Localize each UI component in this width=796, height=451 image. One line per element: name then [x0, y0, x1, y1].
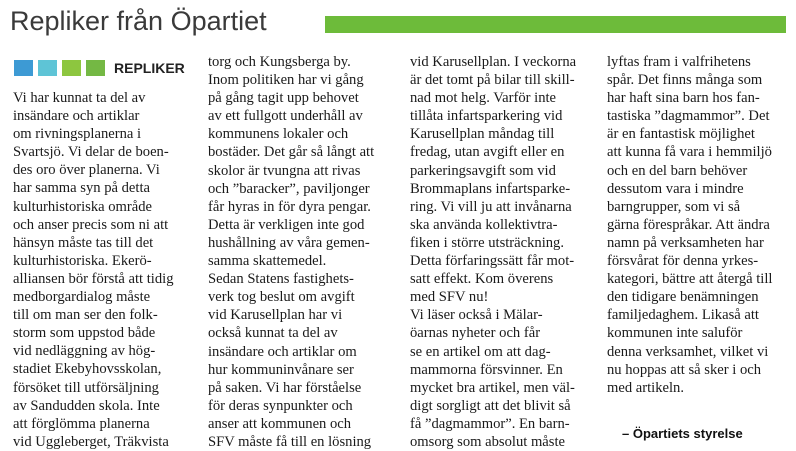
text-line: SFV måste få till en lösning	[208, 433, 372, 450]
text-line: till om man ser den folk-	[13, 307, 158, 324]
text-line: kommunen inte saluför	[607, 325, 743, 342]
text-line: alliansen bör förstå att tidig	[13, 270, 174, 287]
text-line: hänsyn måste tas till det	[13, 234, 154, 251]
text-line: tillåta infartsparkering vid	[410, 108, 563, 125]
text-line: Vi har kunnat ta del av	[13, 90, 146, 106]
text-line: få ”dagmammor”. En barn-	[410, 415, 570, 432]
text-line: vid nedläggning av hög-	[13, 343, 156, 360]
text-line: se en artikel om att dag-	[410, 343, 551, 360]
text-line: är det tomt på bilar till skill-	[410, 72, 575, 89]
text-line: vid Uggleberget, Träkvista	[13, 433, 169, 450]
text-line: insändare och artiklar om	[208, 343, 357, 360]
text-line: fredag, utan avgift eller en	[410, 144, 565, 161]
text-line: för deras synpunkter och	[208, 397, 353, 414]
text-line: att kunna få vara i hemmiljö	[607, 144, 772, 161]
text-line: stadiet Ekebyhovsskolan,	[13, 361, 162, 378]
text-line: torg och Kungsberga by.	[208, 54, 351, 70]
text-line: denna verksamhet, vilket vi	[607, 343, 769, 360]
text-line: öarnas nyheter och får	[410, 325, 541, 342]
text-line: ring. Vi vill ju att invånarna	[410, 198, 572, 215]
tag-square-icon	[38, 60, 57, 76]
text-line: kategori, bättre att återgå till	[607, 271, 773, 288]
text-line: kommunens lokaler och	[208, 126, 349, 143]
text-line: med SFV nu!	[410, 289, 489, 306]
text-column-3	[410, 53, 595, 451]
text-line: ska använda kollektivtra-	[410, 216, 558, 233]
text-line: nu hoppas att så sker i och	[607, 361, 762, 378]
text-line: Vi läser också i Mälar-	[410, 307, 543, 324]
text-line: vid Karusellplan. I veckorna	[410, 54, 577, 70]
text-line: Brommaplans infartsparke-	[410, 180, 571, 197]
text-line: namn på verksamheten har	[607, 234, 764, 251]
text-line: bostäder. Det går så långt att	[208, 144, 375, 161]
text-line: försöket till utförsäljning	[13, 379, 159, 396]
text-line: på saken. Vi har förståelse	[208, 379, 362, 396]
text-line: försvårat för denna yrkes-	[607, 253, 759, 270]
article-signature: – Öpartiets styrelse	[622, 426, 743, 441]
text-line: omsorg som absolut måste	[410, 433, 565, 450]
text-line: parkeringsavgift som vid	[410, 162, 556, 179]
text-line: des oro över planerna. Vi	[13, 162, 160, 179]
text-line: hur kommuninvånare ser	[208, 361, 354, 378]
text-line: Detta förfaringssätt får mot-	[410, 253, 575, 270]
text-line: gärna förespråkar. Att ändra	[607, 216, 770, 233]
text-line: och anser precis som ni att	[13, 216, 169, 233]
section-label: REPLIKER	[114, 60, 185, 76]
text-line: den tidigare benämningen	[607, 289, 759, 306]
text-line: har samma syn på detta	[13, 180, 150, 197]
text-line: av Sandudden skola. Inte	[13, 397, 160, 414]
text-line: tastiska ”dagmammor”. Det	[607, 108, 770, 125]
tag-square-icon	[86, 60, 105, 76]
tag-square-icon	[14, 60, 33, 76]
text-line: familjedaghem. Likaså att	[607, 307, 759, 324]
text-line: Detta är verkligen inte god	[208, 216, 365, 233]
text-line: Sedan Statens fastighets-	[208, 271, 354, 288]
text-line: verk tog beslut om avgift	[208, 289, 355, 306]
text-line: Karusellplan måndag till	[410, 126, 555, 143]
text-line: hushållning av våra gemen-	[208, 234, 370, 251]
text-line: skolor är tvungna att rivas	[208, 162, 361, 179]
text-line: på gång tagit upp behovet	[208, 90, 359, 107]
text-line: kulturhistoriska. Ekerö-	[13, 252, 152, 269]
text-line: är en fantastisk möjlighet	[607, 126, 755, 143]
text-line: satt effekt. Kom överens	[410, 271, 554, 288]
text-line: anser att kommunen och	[208, 415, 352, 432]
article-title: Repliker från Öpartiet	[10, 6, 267, 36]
text-line: får hyras in för dyra pengar.	[208, 198, 371, 215]
text-line: samma skattemedel.	[208, 253, 327, 270]
text-line: mycket bra artikel, men väl-	[410, 379, 575, 396]
text-line: medborgardialog måste	[13, 289, 151, 306]
text-line: digt sorgligt att det blivit så	[410, 397, 571, 414]
text-line: fiken i större utsträckning.	[410, 234, 565, 251]
text-line: och ”baracker”, paviljonger	[208, 180, 370, 197]
text-line: kulturhistoriska område	[13, 198, 153, 215]
text-line: också kunnat ta del av	[208, 325, 338, 342]
title-accent-bar	[325, 16, 786, 33]
text-line: och en del barn behöver	[607, 162, 748, 179]
text-line: av ett fullgott underhåll av	[208, 108, 363, 125]
text-line: vid Karusellplan har vi	[208, 307, 343, 324]
text-line: Inom politiken har vi gång	[208, 72, 364, 89]
tag-square-icon	[62, 60, 81, 76]
text-line: Svartsjö. Vi delar de boen-	[13, 144, 169, 161]
text-line: spår. Det finns många som	[607, 72, 763, 89]
text-line: med artikeln.	[607, 379, 684, 396]
text-line: dessutom vara i mindre	[607, 180, 744, 197]
text-line: om rivningsplanerna i	[13, 126, 142, 143]
text-line: nad mot helg. Varför inte	[410, 90, 557, 107]
text-column-1	[13, 89, 198, 451]
text-line: mammorna försvinner. En	[410, 361, 563, 378]
text-line: barngrupper, som vi så	[607, 198, 741, 215]
text-column-2	[208, 53, 393, 451]
text-line: storm som uppstod både	[13, 325, 156, 342]
text-column-4	[607, 53, 792, 397]
text-line: att förglömma planerna	[13, 415, 150, 432]
text-line: har haft sina barn hos fan-	[607, 90, 760, 107]
text-line: insändare och artiklar	[13, 108, 140, 125]
text-line: lyftas fram i valfrihetens	[607, 54, 751, 70]
